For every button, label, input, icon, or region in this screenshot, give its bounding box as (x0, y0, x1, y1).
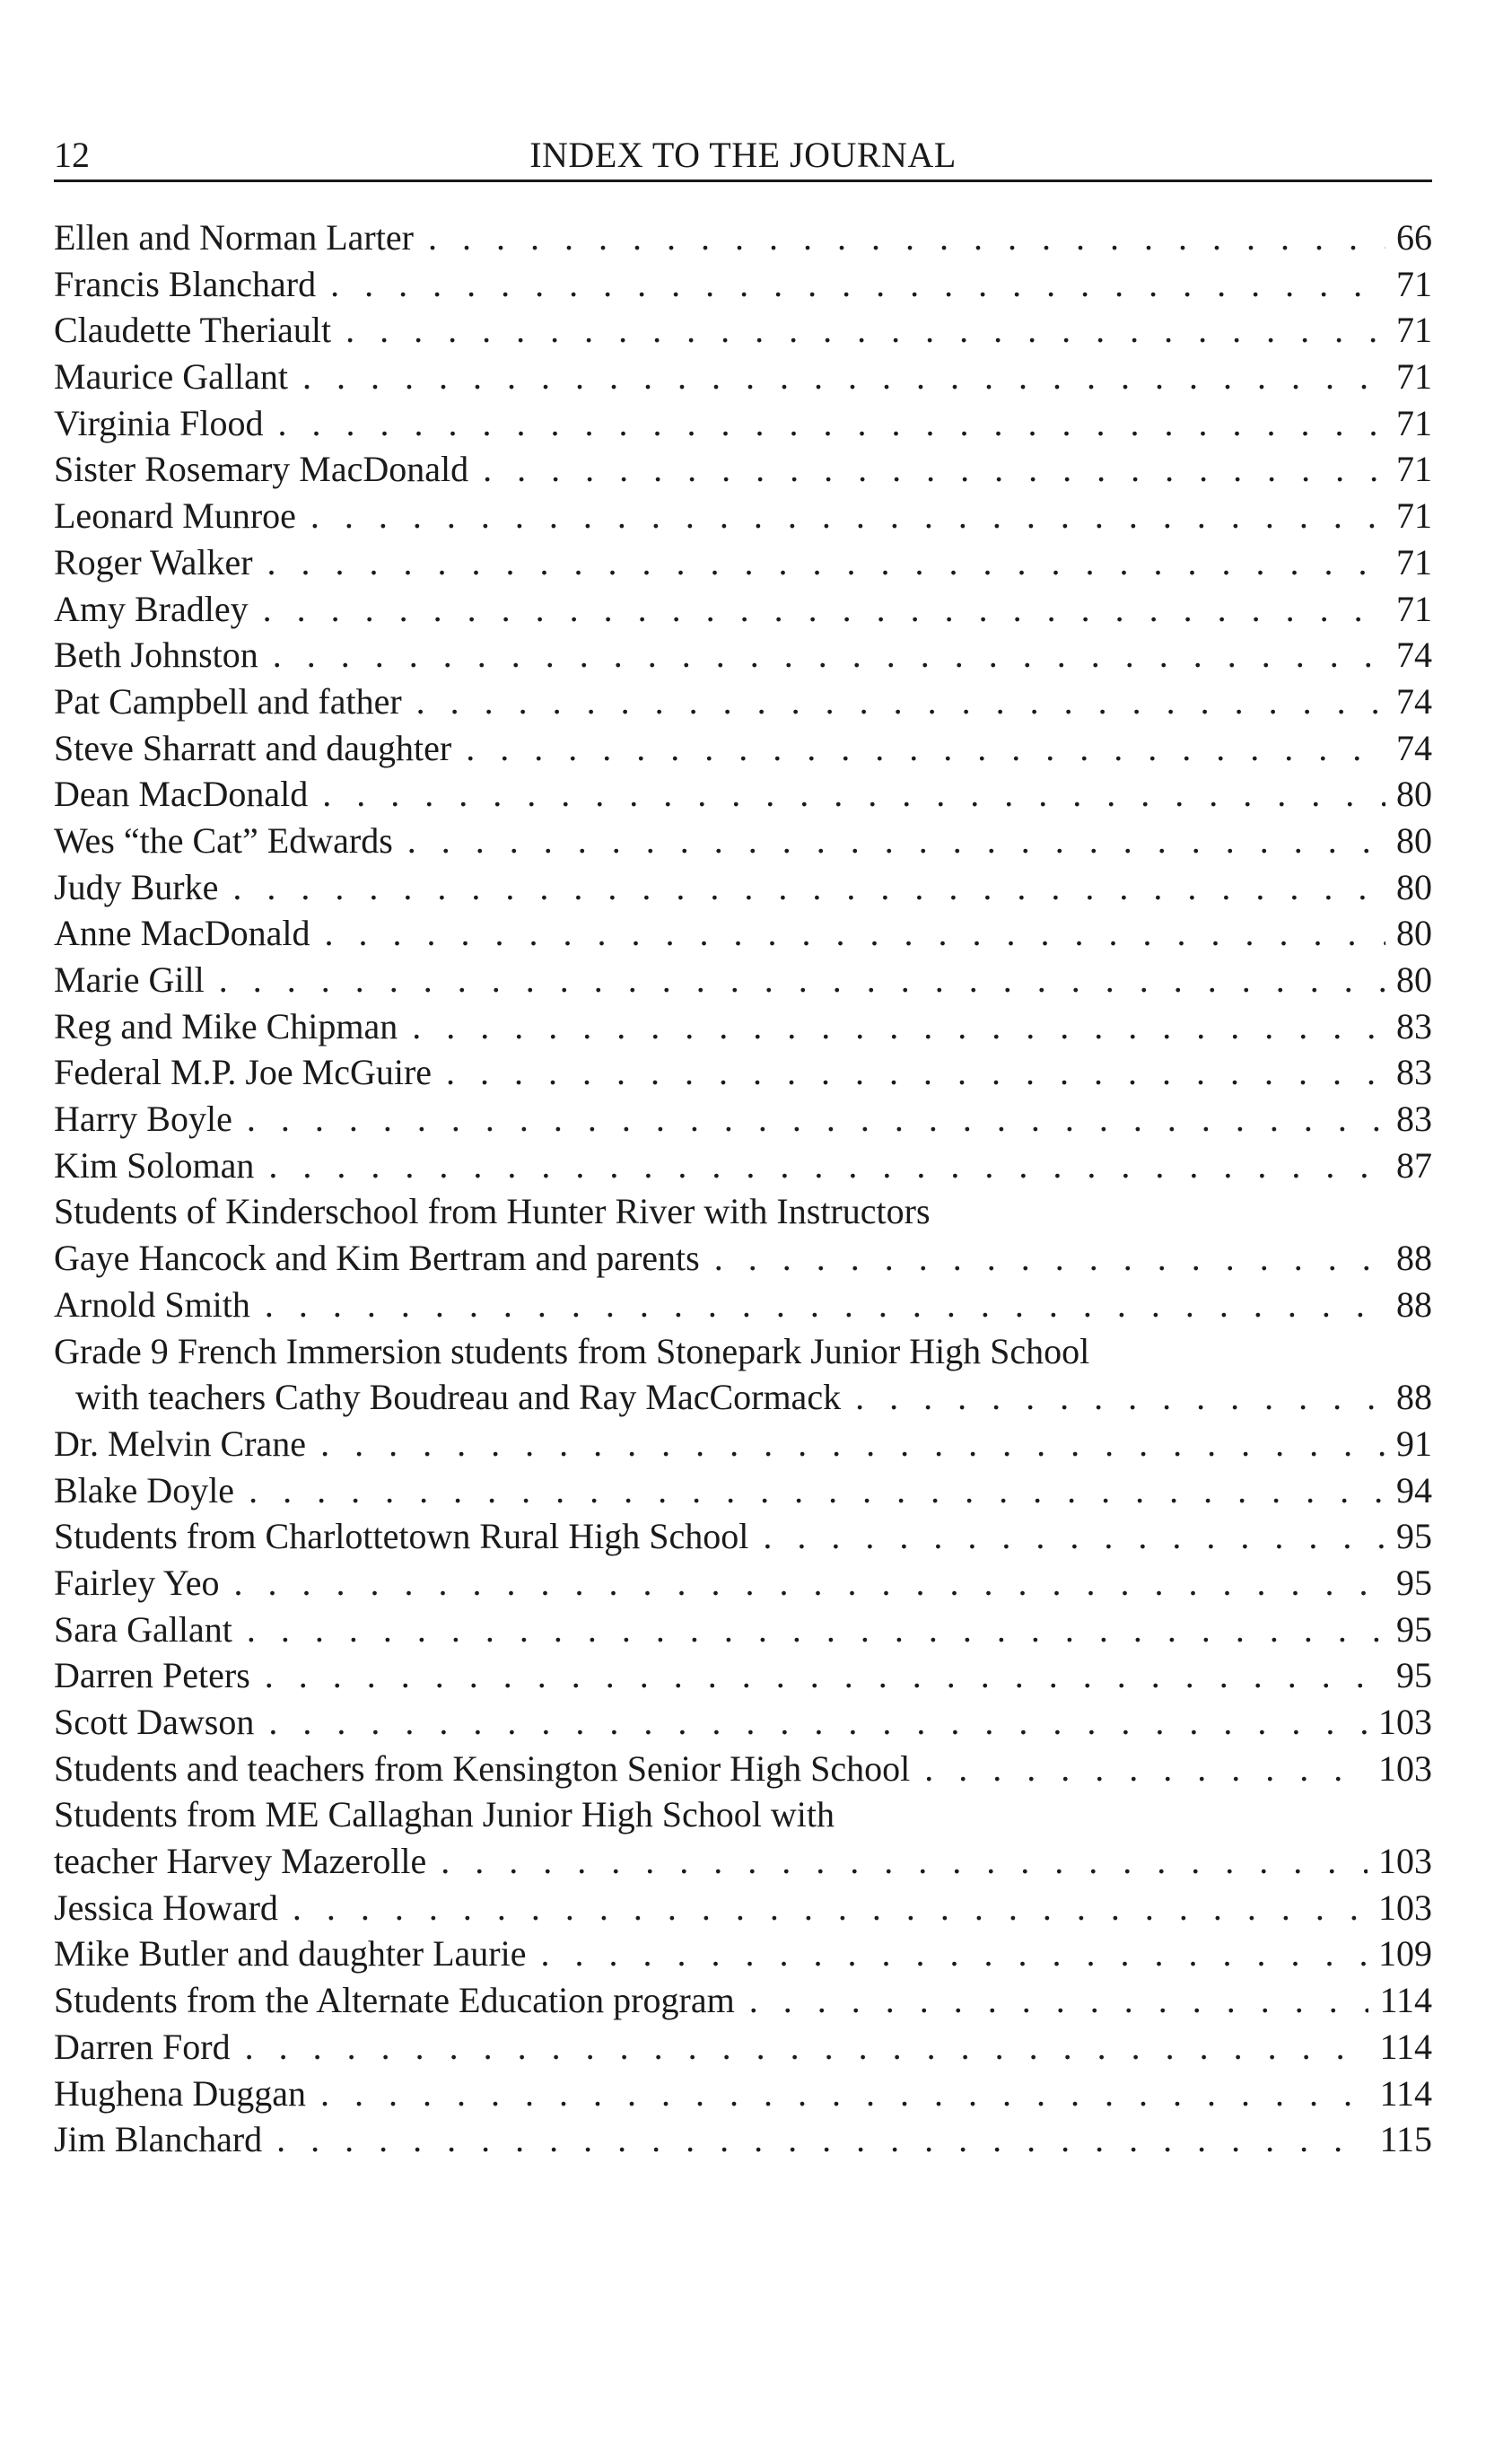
entry-text: Judy Burke (54, 866, 219, 907)
entry-page-number: 71 (1396, 588, 1432, 629)
entry-text: Steve Sharratt and daughter (54, 727, 452, 768)
entry-page-number: 95 (1396, 1516, 1432, 1557)
index-entry (54, 307, 1432, 354)
entry-page-number: 74 (1396, 727, 1432, 768)
entry-page-number: 71 (1396, 541, 1432, 582)
entry-page-number: 114 (1379, 1980, 1432, 2021)
index-entry (54, 771, 1432, 818)
entry-text: Students and teachers from Kensington Senior High School (54, 1747, 911, 1789)
dot-leader (320, 2071, 1368, 2117)
page-header (54, 126, 1432, 182)
index-entry (54, 1560, 1432, 1607)
dot-leader (441, 1838, 1368, 1885)
entry-text: Fairley Yeo (54, 1562, 220, 1603)
index-entry (54, 1049, 1432, 1096)
entry-text: Beth Johnston (54, 635, 258, 676)
dot-leader (749, 1977, 1369, 2024)
entry-page-number: 87 (1396, 1144, 1432, 1186)
dot-leader (219, 957, 1385, 1003)
index-entry (54, 1885, 1432, 1931)
entry-text: Maurice Gallant (54, 356, 288, 398)
index-entry (54, 1791, 1432, 1838)
index-entry (54, 1188, 1432, 1235)
entry-text: Hughena Duggan (54, 2072, 307, 2114)
index-entry (54, 818, 1432, 864)
index-entry (54, 1838, 1432, 1885)
entry-page-number: 114 (1379, 2072, 1432, 2114)
entry-page-number: 74 (1396, 680, 1432, 722)
index-entry (54, 1235, 1432, 1282)
index-entry (54, 400, 1432, 447)
index-entry (54, 1699, 1432, 1746)
entry-text: Roger Walker (54, 541, 253, 582)
index-entry (54, 910, 1432, 957)
dot-leader (267, 539, 1385, 586)
dot-leader (407, 818, 1385, 864)
entry-text: Students from the Alternate Education program (54, 1980, 735, 2021)
dot-leader (268, 1699, 1368, 1746)
entry-page-number: 103 (1378, 1747, 1432, 1789)
index-page (54, 126, 1432, 2163)
dot-leader (247, 1607, 1385, 1653)
dot-leader (265, 1652, 1385, 1699)
entry-text: Amy Bradley (54, 588, 249, 629)
dot-leader (320, 1421, 1385, 1467)
dot-leader (466, 725, 1385, 772)
entry-page-number: 71 (1396, 402, 1432, 443)
index-entry (54, 957, 1432, 1003)
entry-text: Blake Doyle (54, 1469, 235, 1510)
dot-leader (855, 1374, 1385, 1421)
page-number: 12 (54, 135, 90, 175)
index-entry (54, 725, 1432, 772)
entry-text: Sister Rosemary MacDonald (54, 449, 469, 490)
entry-text: Darren Ford (54, 2026, 231, 2067)
entry-page-number: 114 (1379, 2026, 1432, 2067)
entry-page-number: 83 (1396, 1052, 1432, 1093)
index-entry (54, 864, 1432, 911)
dot-leader (345, 307, 1385, 354)
entry-text: Ellen and Norman Larter (54, 217, 414, 258)
entry-page-number: 80 (1396, 959, 1432, 1000)
entry-page-number: 94 (1396, 1469, 1432, 1510)
entry-page-number: 88 (1396, 1238, 1432, 1279)
entry-page-number: 103 (1378, 1841, 1432, 1882)
index-entry (54, 2071, 1432, 2117)
entry-text: Claudette Theriault (54, 310, 332, 351)
entry-text: Jessica Howard (54, 1887, 278, 1928)
entry-text: Jim Blanchard (54, 2119, 263, 2160)
dot-leader (278, 400, 1385, 447)
dot-leader (412, 1003, 1385, 1050)
index-entry (54, 1467, 1432, 1514)
dot-leader (249, 1467, 1385, 1514)
entry-text: Dr. Melvin Crane (54, 1423, 307, 1464)
index-entry (54, 1652, 1432, 1699)
entry-page-number: 80 (1396, 774, 1432, 815)
entry-text: Francis Blanchard (54, 263, 317, 304)
dot-leader (483, 446, 1385, 493)
dot-leader (265, 1282, 1385, 1328)
entry-text: Leonard Munroe (54, 495, 296, 537)
entry-text: Scott Dawson (54, 1702, 255, 1742)
index-entry (54, 1513, 1432, 1560)
dot-leader (428, 215, 1385, 261)
dot-leader (416, 679, 1385, 725)
entry-text: Kim Soloman (54, 1144, 255, 1186)
entry-text: Arnold Smith (54, 1283, 250, 1325)
entry-text: Pat Campbell and father (54, 680, 402, 722)
entry-page-number: 71 (1396, 310, 1432, 351)
entry-text: Dean MacDonald (54, 774, 309, 815)
entry-page-number: 91 (1396, 1423, 1432, 1464)
entry-text: Wes “the Cat” Edwards (54, 819, 393, 861)
entry-text: with teachers Cathy Boudreau and Ray MacCormack (75, 1377, 842, 1418)
dot-leader (276, 2116, 1368, 2163)
dot-leader (540, 1931, 1368, 1977)
entry-text: Gaye Hancock and Kim Bertram and parents (54, 1238, 700, 1279)
entry-page-number: 83 (1396, 1005, 1432, 1046)
entry-page-number: 103 (1378, 1887, 1432, 1928)
index-entry (54, 446, 1432, 493)
index-entry (54, 1282, 1432, 1328)
dot-leader (330, 261, 1385, 308)
entry-page-number: 71 (1396, 263, 1432, 304)
entry-page-number: 83 (1396, 1099, 1432, 1140)
entry-page-number: 95 (1396, 1562, 1432, 1603)
dot-leader (293, 1885, 1368, 1931)
entry-page-number: 71 (1396, 356, 1432, 398)
dot-leader (446, 1049, 1385, 1096)
dot-leader (232, 864, 1385, 911)
entry-text: Federal M.P. Joe McGuire (54, 1052, 433, 1093)
dot-leader (268, 1143, 1385, 1189)
entry-page-number: 88 (1396, 1377, 1432, 1418)
running-title: INDEX TO THE JOURNAL (529, 135, 957, 175)
entry-page-number: 95 (1396, 1608, 1432, 1650)
dot-leader (273, 632, 1385, 679)
entry-text: Grade 9 French Immersion students from Stonepark Junior High School (54, 1330, 1090, 1371)
index-entry (54, 1096, 1432, 1143)
dot-leader (247, 1096, 1385, 1143)
entry-text: Reg and Mike Chipman (54, 1005, 398, 1046)
index-entry (54, 2024, 1432, 2071)
index-entry (54, 1746, 1432, 1792)
entry-page-number: 71 (1396, 449, 1432, 490)
index-entry (54, 354, 1432, 400)
entry-page-number: 115 (1379, 2119, 1432, 2160)
index-entry (54, 1977, 1432, 2024)
entry-page-number: 88 (1396, 1283, 1432, 1325)
dot-leader (310, 493, 1385, 539)
entry-text: Darren Peters (54, 1655, 250, 1696)
index-entry (54, 215, 1432, 261)
index-entry (54, 586, 1432, 633)
dot-leader (714, 1235, 1385, 1282)
dot-leader (245, 2024, 1369, 2071)
entry-text: Sara Gallant (54, 1608, 232, 1650)
dot-leader (324, 910, 1385, 957)
dot-leader (763, 1513, 1385, 1560)
dot-leader (263, 586, 1385, 633)
entry-page-number: 95 (1396, 1655, 1432, 1696)
index-entry (54, 2116, 1432, 2163)
index-entry (54, 493, 1432, 539)
index-entry (54, 1607, 1432, 1653)
dot-leader (322, 771, 1385, 818)
entry-text: Students from Charlottetown Rural High School (54, 1516, 749, 1557)
entry-page-number: 74 (1396, 635, 1432, 676)
dot-leader (924, 1746, 1368, 1792)
entry-page-number: 71 (1396, 495, 1432, 537)
entry-page-number: 80 (1396, 866, 1432, 907)
entry-text: Virginia Flood (54, 402, 264, 443)
index-entry (54, 1143, 1432, 1189)
index-entry (54, 679, 1432, 725)
index-entry (54, 1374, 1432, 1421)
index-entry (54, 261, 1432, 308)
index-entry (54, 1003, 1432, 1050)
entry-text: Anne MacDonald (54, 913, 310, 954)
entry-text: Students from ME Callaghan Junior High School with (54, 1794, 835, 1835)
index-entries-list (54, 215, 1432, 2163)
dot-leader (233, 1560, 1385, 1607)
dot-leader (302, 354, 1385, 400)
entry-text: Harry Boyle (54, 1099, 232, 1140)
entry-text: Mike Butler and daughter Laurie (54, 1933, 527, 1975)
entry-page-number: 103 (1378, 1702, 1432, 1742)
entry-page-number: 109 (1378, 1933, 1432, 1975)
entry-page-number: 80 (1396, 819, 1432, 861)
entry-text: teacher Harvey Mazerolle (54, 1841, 427, 1882)
index-entry (54, 632, 1432, 679)
entry-page-number: 80 (1396, 913, 1432, 954)
index-entry (54, 1931, 1432, 1977)
index-entry (54, 1421, 1432, 1467)
entry-text: Students of Kinderschool from Hunter River with Instructors (54, 1191, 931, 1232)
index-entry (54, 539, 1432, 586)
entry-page-number: 66 (1396, 217, 1432, 258)
index-entry (54, 1328, 1432, 1375)
entry-text: Marie Gill (54, 959, 205, 1000)
